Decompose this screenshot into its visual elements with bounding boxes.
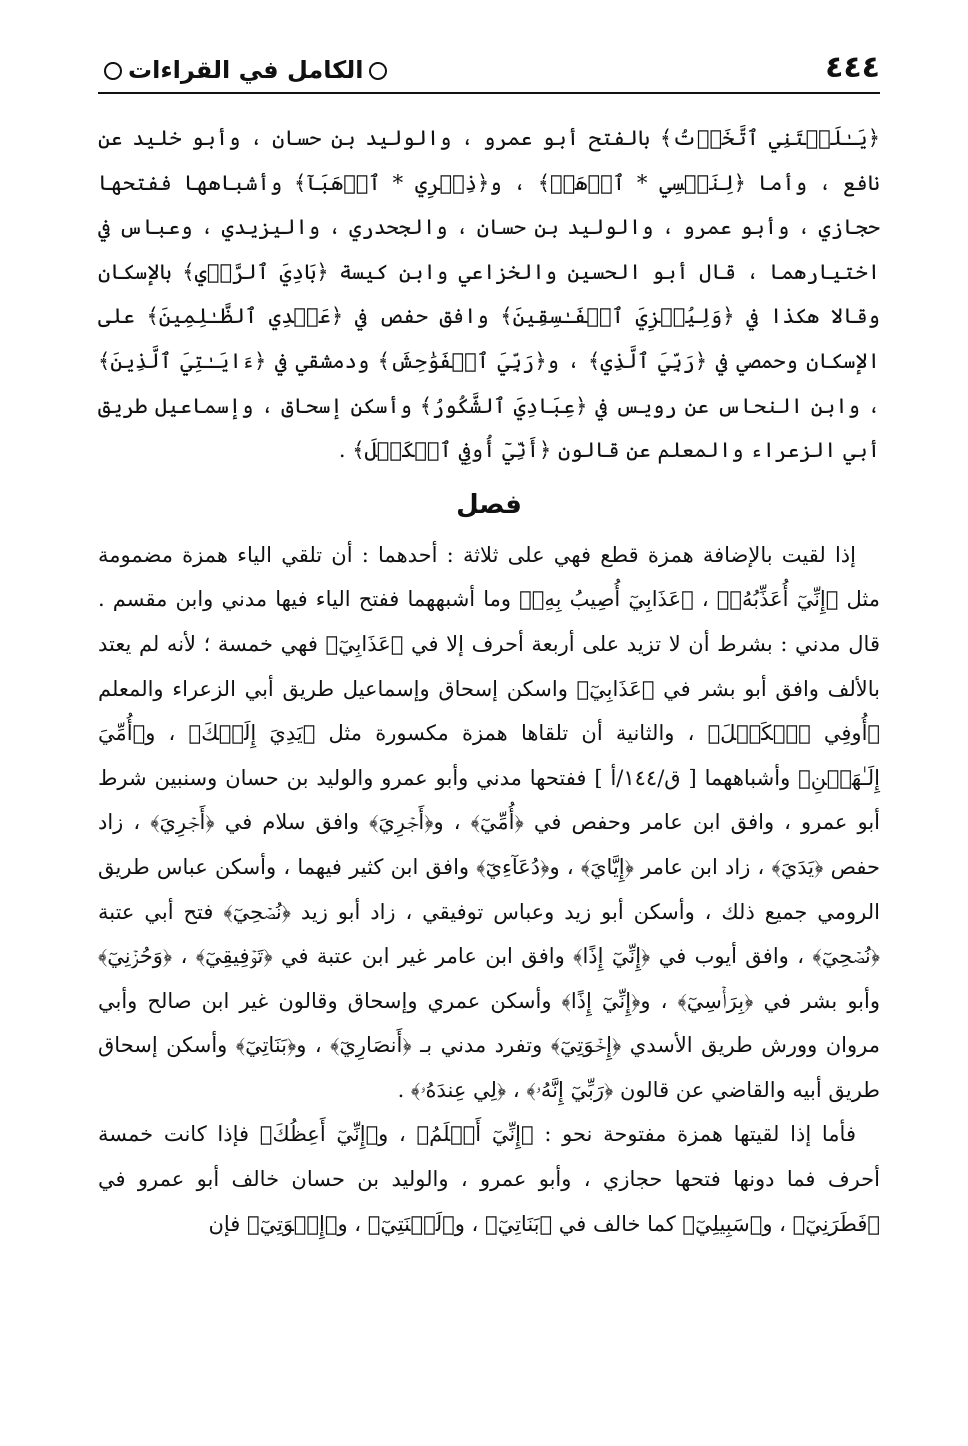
paragraph: ﴿يَـٰلَيۡتَنِي ٱتَّخَذۡتُ﴾ بالفتح أبو عمرو ، والوليد بن حسان ، وأبو خليد عن نافع ، وأما ﴿لِنَفۡسِي * ٱذۡهَبۡ﴾ ، و﴿ذِكۡرِي * ٱذۡهَبَآ﴾ وأشباهها ففتحها حجازي ، وأبو عمرو ، والوليد بن حسان ، والجحدري ، واليزيدي ، وعباس في اختيارهما ، قال أبو الحسين والخزاعي وابن كيسة ﴿بَادِيَ ٱلرَّأۡيِ﴾ بالإسكان وقالا هكذا في ﴿وَلِيُخۡزِيَ ٱلۡفَـٰسِقِينَ﴾ وافق حفص في ﴿عَهۡدِي ٱلظَّـٰلِمِينَ﴾ على الإسكان وحمصي في ﴿رَبِّيَ ٱلَّذِي﴾ ، و﴿رَبِّيَ ٱلۡفَوَٰحِشَ﴾ ودمشقي في ﴿ءَايَـٰتِيَ ٱلَّذِينَ﴾ ، وابن النحاس عن رويس في ﴿عِبَادِيَ ٱلشَّكُورُ﴾ وأسكن إسحاق ، وإسماعيل طريق أبي الزعراء والمعلم عن قالون ﴿أَنِّيٓ أُوفِي ٱلۡكَيۡلَ﴾ . (98, 126, 880, 463)
section-title: فصل (456, 489, 522, 520)
paragraph: فأما إذا لقيتها همزة مفتوحة نحو : ﴿إِنِّيٓ أَعۡلَمُ﴾ ، و﴿إِنِّيٓ أَعِظُكَ﴾ فإذا كانت خمسة أحرف فما دونها فتحها حجازي ، وأبو عمرو ، والوليد بن حسان خالف أبو عمرو في ﴿فَطَرَنِيٓ﴾ ، و﴿سَبِيلِيٓ﴾ كما خالف في ﴿بَنَاتِيٓ﴾ ، و﴿لَعۡنَتِيٓ﴾ ، و﴿إِخۡوَتِيٓ﴾ فإن (98, 1122, 880, 1236)
paragraph: إذا لقيت بالإضافة همزة قطع فهي على ثلاثة : أحدهما : أن تلقي الياء همزة مضمومة مثل ﴿إِنِّيٓ أُعَذِّبُهُۥ﴾ ، ﴿عَذَابِيٓ أُصِيبُ بِهِۦ﴾ وما أشبههما ففتح الياء فيها مدني وابن مقسم . قال مدني : بشرط أن لا تزيد على أربعة أحرف إلا في ﴿عَذَابِيٓ﴾ فهي خمسة ؛ لأنه لم يعتد بالألف وافق أبو بشر في ﴿عَذَابِيٓ﴾ واسكن إسحاق وإسماعيل طريق أبي الزعراء والمعلم ﴿أُوفِي ٱلۡكَيۡلَ﴾ ، والثانية أن تلقاها همزة مكسورة مثل ﴿يَدِيَ إِلَيۡكَ﴾ ، و﴿أُمِّيَ إِلَـٰهَيۡنِ﴾ وأشباههما [ ق/١٤٤/أ ] ففتحها مدني وأبو عمرو والوليد بن حسان وسنبين شرط أبو عمرو ، وافق ابن عامر وحفص في ﴿أُمِّيٓ﴾ ، و﴿أَجۡرِيَ﴾ وافق سلام في ﴿أَجۡرِيَ﴾ ، زاد حفص ﴿يَدَيَ﴾ ، زاد ابن عامر ﴿إِيَّايَ﴾ ، و﴿دُعَآءِيٓ﴾ وافق ابن كثير فيهما ، وأسكن عباس طريق الرومي جميع ذلك ، وأسكن أبو زيد وعباس توفيقي ، زاد أبو زيد ﴿نُصۡحِيٓ﴾ فتح أبي عتبة ﴿نُصۡحِيٓ﴾ ، وافق أيوب في ﴿إِنِّيٓ إِذًا﴾ وافق ابن عامر غير ابن عتبة في ﴿تَوۡفِيقِيٓ﴾ ، ﴿وَحُزۡنِيٓ﴾ وأبو بشر في ﴿بِرَأۡسِيٓ﴾ ، و﴿إِنِّيٓ إِذًا﴾ وأسكن عمري وإسحاق وقالون غير ابن صالح وأبي مروان وورش طريق الأسدي ﴿إِخۡوَتِيٓ﴾ وتفرد مدني بـ ﴿أَنصَارِيٓ﴾ ، و﴿بَنَاتِيٓ﴾ وأسكن إسحاق طريق أبيه والقاضي عن قالون ﴿رَبِّيٓ إِنَّهُۥ﴾ ، ﴿لِي عِندَهُۥ﴾ . (98, 542, 880, 1102)
running-title-text: الكامل في القراءات (128, 56, 364, 84)
page-header (98, 44, 880, 94)
circle-ornament-icon (369, 62, 387, 80)
circle-ornament-icon (104, 62, 122, 80)
page-body (98, 116, 880, 1246)
page-number: ٤٤٤ (825, 50, 880, 85)
running-title (98, 54, 393, 86)
